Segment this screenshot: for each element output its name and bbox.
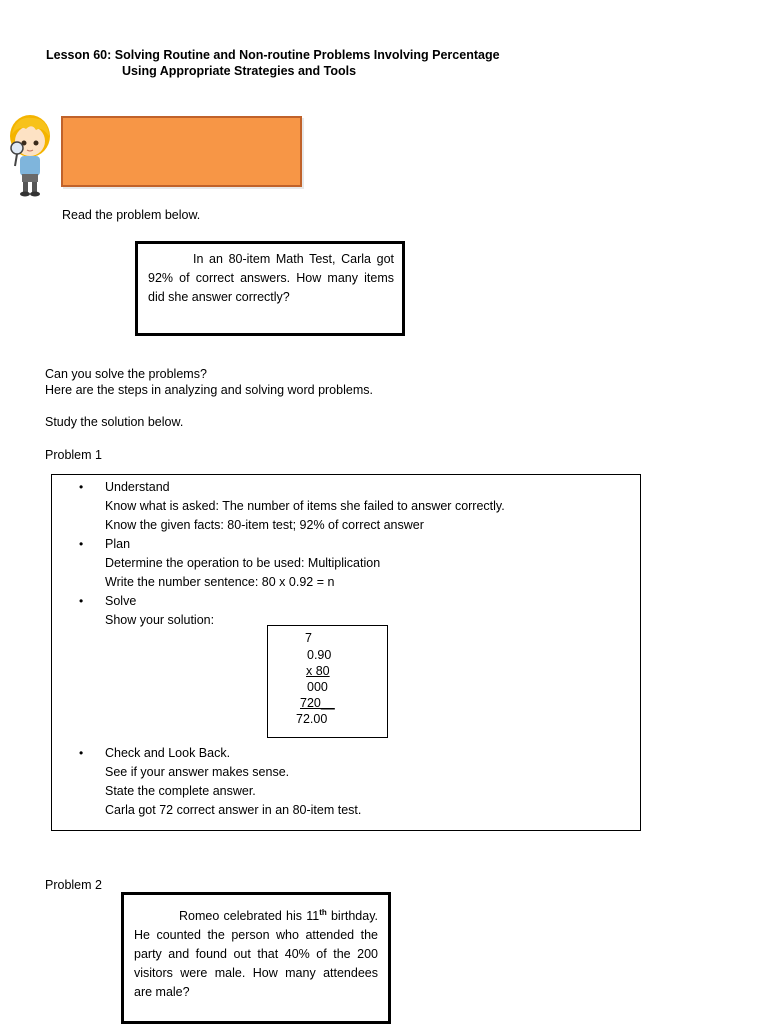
step-plan — [52, 535, 640, 592]
step-line: Know what is asked: The number of items she failed to answer correctly. — [105, 499, 505, 513]
step-line: See if your answer makes sense. — [105, 765, 290, 779]
calc-product: 72.00 — [296, 712, 328, 726]
step-heading: Solve — [105, 594, 137, 608]
calc-multiplicand: 0.90 — [307, 648, 332, 662]
step-heading: Check and Look Back. — [105, 746, 231, 760]
problem1-label: Problem 1 — [45, 448, 102, 462]
bullet: • — [79, 480, 84, 494]
read-prompt: Read the problem below. — [62, 208, 201, 222]
calculation-box — [267, 625, 388, 738]
steps-intro-text: Here are the steps in analyzing and solving word problems. — [45, 383, 373, 397]
step-line: Know the given facts: 80-item test; 92% of correct answer — [105, 518, 424, 532]
step-understand — [52, 478, 640, 535]
step-heading: Plan — [105, 537, 131, 551]
section-banner — [61, 116, 302, 187]
problem2-box — [121, 892, 391, 1024]
problem-text: In an 80-item Math Test, Carla got 92% of correct answers. How many items did she answer correctly? — [148, 252, 394, 304]
problem2-label: Problem 2 — [45, 878, 102, 892]
solution-box — [51, 474, 641, 831]
bullet: • — [79, 594, 84, 608]
step-check — [52, 744, 640, 820]
problem2-text-end: birthday. He counted the person who attended the party and found out that 40% of the 200 visitors were male. How many attendees are male? — [134, 909, 378, 1000]
problem-box — [135, 241, 405, 336]
calc-partial2: 720__ — [300, 696, 335, 710]
problem2-text-start: Romeo celebrated his 11 — [179, 909, 320, 924]
step-heading: Understand — [105, 480, 170, 494]
bullet: • — [79, 537, 84, 551]
calc-carry: 7 — [305, 631, 312, 645]
question-text: Can you solve the problems? — [45, 367, 207, 381]
lesson-title-line1: Lesson 60: Solving Routine and Non-routine Problems Involving Percentage — [46, 48, 500, 62]
lesson-title-line2: Using Appropriate Strategies and Tools — [122, 64, 357, 78]
step-line: State the complete answer. — [105, 784, 256, 798]
step-line: Determine the operation to be used: Multiplication — [105, 556, 381, 570]
calc-partial1: 000 — [307, 680, 328, 694]
step-line: Write the number sentence: 80 x 0.92 = n — [105, 575, 335, 589]
bullet: • — [79, 746, 84, 760]
calc-multiplier: x 80 — [306, 664, 330, 678]
study-text: Study the solution below. — [45, 415, 184, 429]
problem2-text — [134, 903, 378, 1002]
step-line: Carla got 72 correct answer in an 80-item test. — [105, 803, 362, 817]
step-line: Show your solution: — [105, 613, 215, 627]
ordinal-suffix: th — [319, 908, 327, 917]
boy-mascot-illustration — [2, 110, 58, 198]
